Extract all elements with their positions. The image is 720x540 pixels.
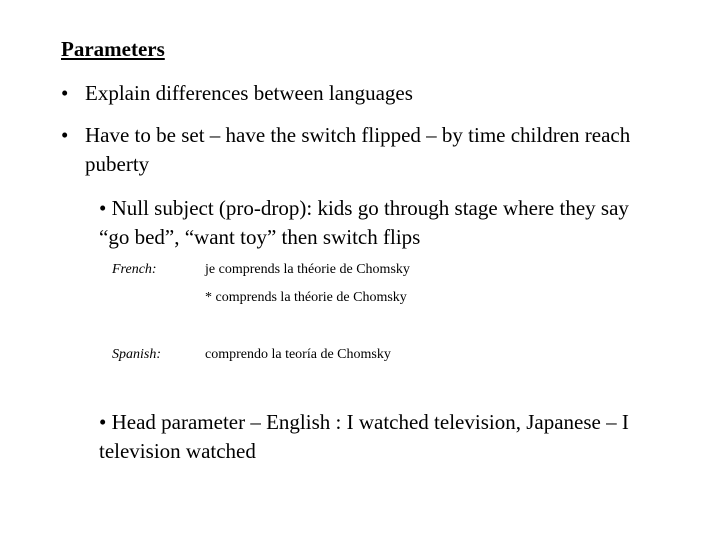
sub-bullet-null-subject: • Null subject (pro-drop): kids go through stage where they say “go bed”, “want toy” then switch flips [99,196,629,249]
bullet-marker: • [61,123,69,147]
example-sentence: comprendo la teoría de Chomsky [205,347,391,362]
example-sentence: * comprends la théorie de Chomsky [205,290,407,305]
example-language-label: Spanish: [112,347,161,362]
example-language-label: French: [112,262,157,277]
bullet-item [61,121,681,179]
slide-title: Parameters [61,37,165,61]
sub-bullet-head-parameter: • Head parameter – English : I watched television, Japanese – I television watched [99,410,629,463]
bullet-text: Explain differences between languages [85,81,413,105]
bullet-text: Have to be set – have the switch flipped – by time children reach puberty [85,123,631,176]
bullet-item [61,79,681,108]
example-sentence: je comprends la théorie de Chomsky [205,262,410,277]
bullet-marker: • [61,81,69,105]
